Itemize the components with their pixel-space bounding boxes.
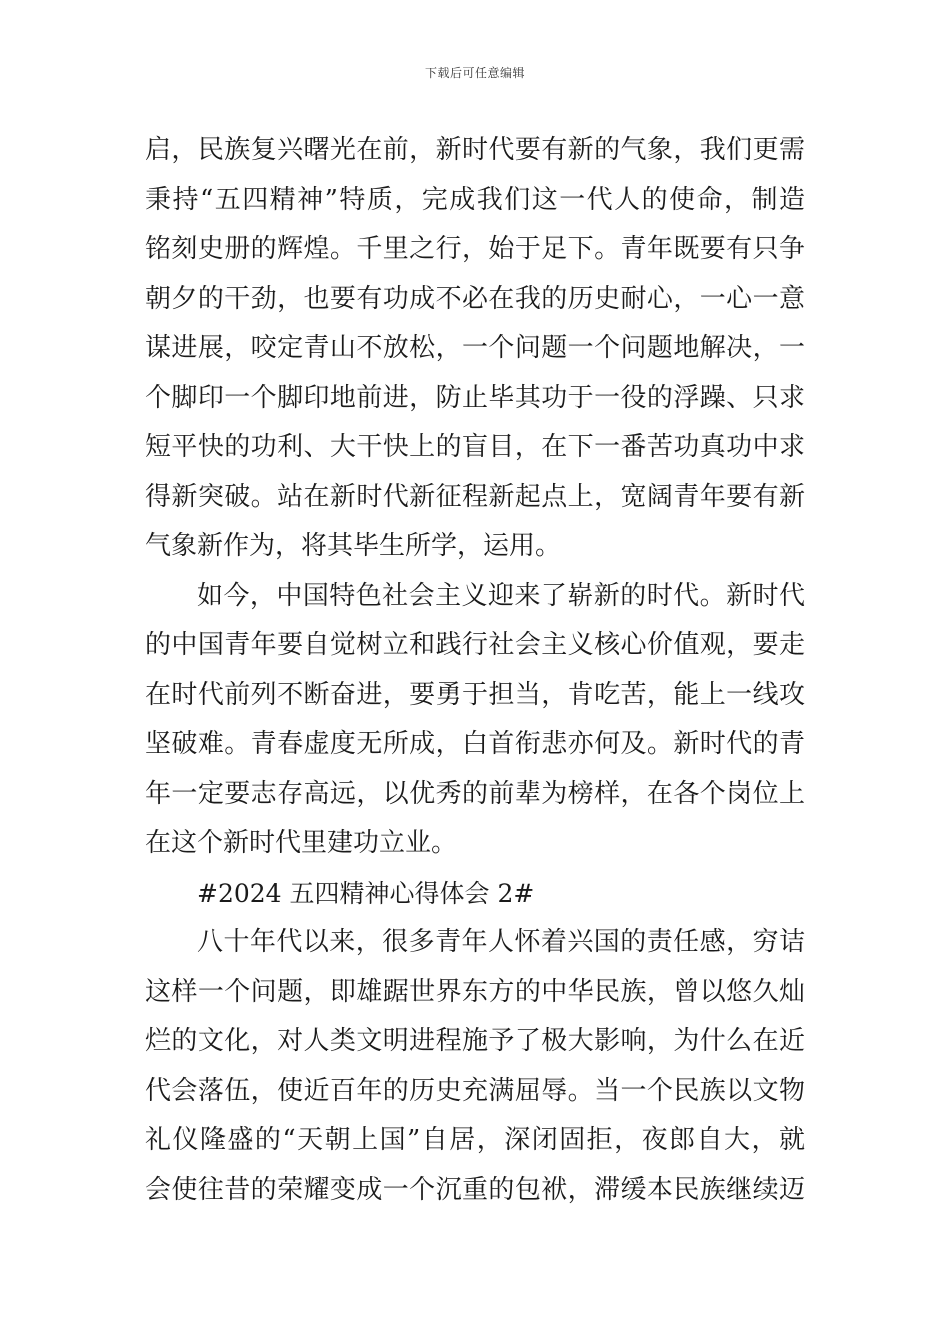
paragraph-start-line: 如今，中国特色社会主义迎来了崭新的时代。新时代 xyxy=(197,580,805,611)
text-line: 年一定要志存高远，以优秀的前辈为榜样，在各个岗位上 xyxy=(145,778,805,809)
text-line: 秉持“五四精神”特质，完成我们这一代人的使命，制造 xyxy=(145,184,805,215)
page-header: 下载后可任意编辑 xyxy=(424,66,525,80)
text-line: 短平快的功利、大干快上的盲目，在下一番苦功真功中求 xyxy=(145,432,805,462)
text-line: 坚破难。青春虚度无所成，白首衔悲亦何及。新时代的青 xyxy=(145,729,805,759)
document-body xyxy=(145,126,805,1215)
text-line: 得新突破。站在新时代新征程新起点上，宽阔青年要有新 xyxy=(145,481,805,512)
paragraph-start-line: 八十年代以来，很多青年人怀着兴国的责任感，穷诘 xyxy=(197,927,805,957)
text-line: 朝夕的干劲，也要有功成不必在我的历史耐心，一心一意 xyxy=(145,283,805,314)
text-line: 会使往昔的荣耀变成一个沉重的包袱，滞缓本民族继续迈 xyxy=(145,1174,805,1205)
text-line: 铭刻史册的辉煌。千里之行，始于足下。青年既要有只争 xyxy=(145,234,805,264)
text-line: 的中国青年要自觉树立和践行社会主义核心价值观，要走 xyxy=(145,630,805,660)
paragraph-end-line: 气象新作为，将其毕生所学，运用。 xyxy=(145,531,562,561)
section-heading: #2024 五四精神心得体会 2# xyxy=(197,878,535,908)
text-line: 个脚印一个脚印地前进，防止毕其功于一役的浮躁、只求 xyxy=(145,382,805,413)
paragraph-end-line: 在这个新时代里建功立业。 xyxy=(145,828,458,858)
text-line: 在时代前列不断奋进，要勇于担当，肯吃苦，能上一线攻 xyxy=(145,679,805,710)
text-line: 礼仪隆盛的“天朝上国”自居，深闭固拒，夜郎自大，就 xyxy=(145,1125,805,1155)
text-line: 烂的文化，对人类文明进程施予了极大影响，为什么在近 xyxy=(145,1026,805,1056)
text-line: 这样一个问题，即雄踞世界东方的中华民族，曾以悠久灿 xyxy=(145,976,805,1007)
text-line: 代会落伍，使近百年的历史充满屈辱。当一个民族以文物 xyxy=(145,1075,805,1106)
text-line: 谋进展，咬定青山不放松，一个问题一个问题地解决，一 xyxy=(145,333,805,363)
text-line: 启，民族复兴曙光在前，新时代要有新的气象，我们更需 xyxy=(145,135,805,165)
